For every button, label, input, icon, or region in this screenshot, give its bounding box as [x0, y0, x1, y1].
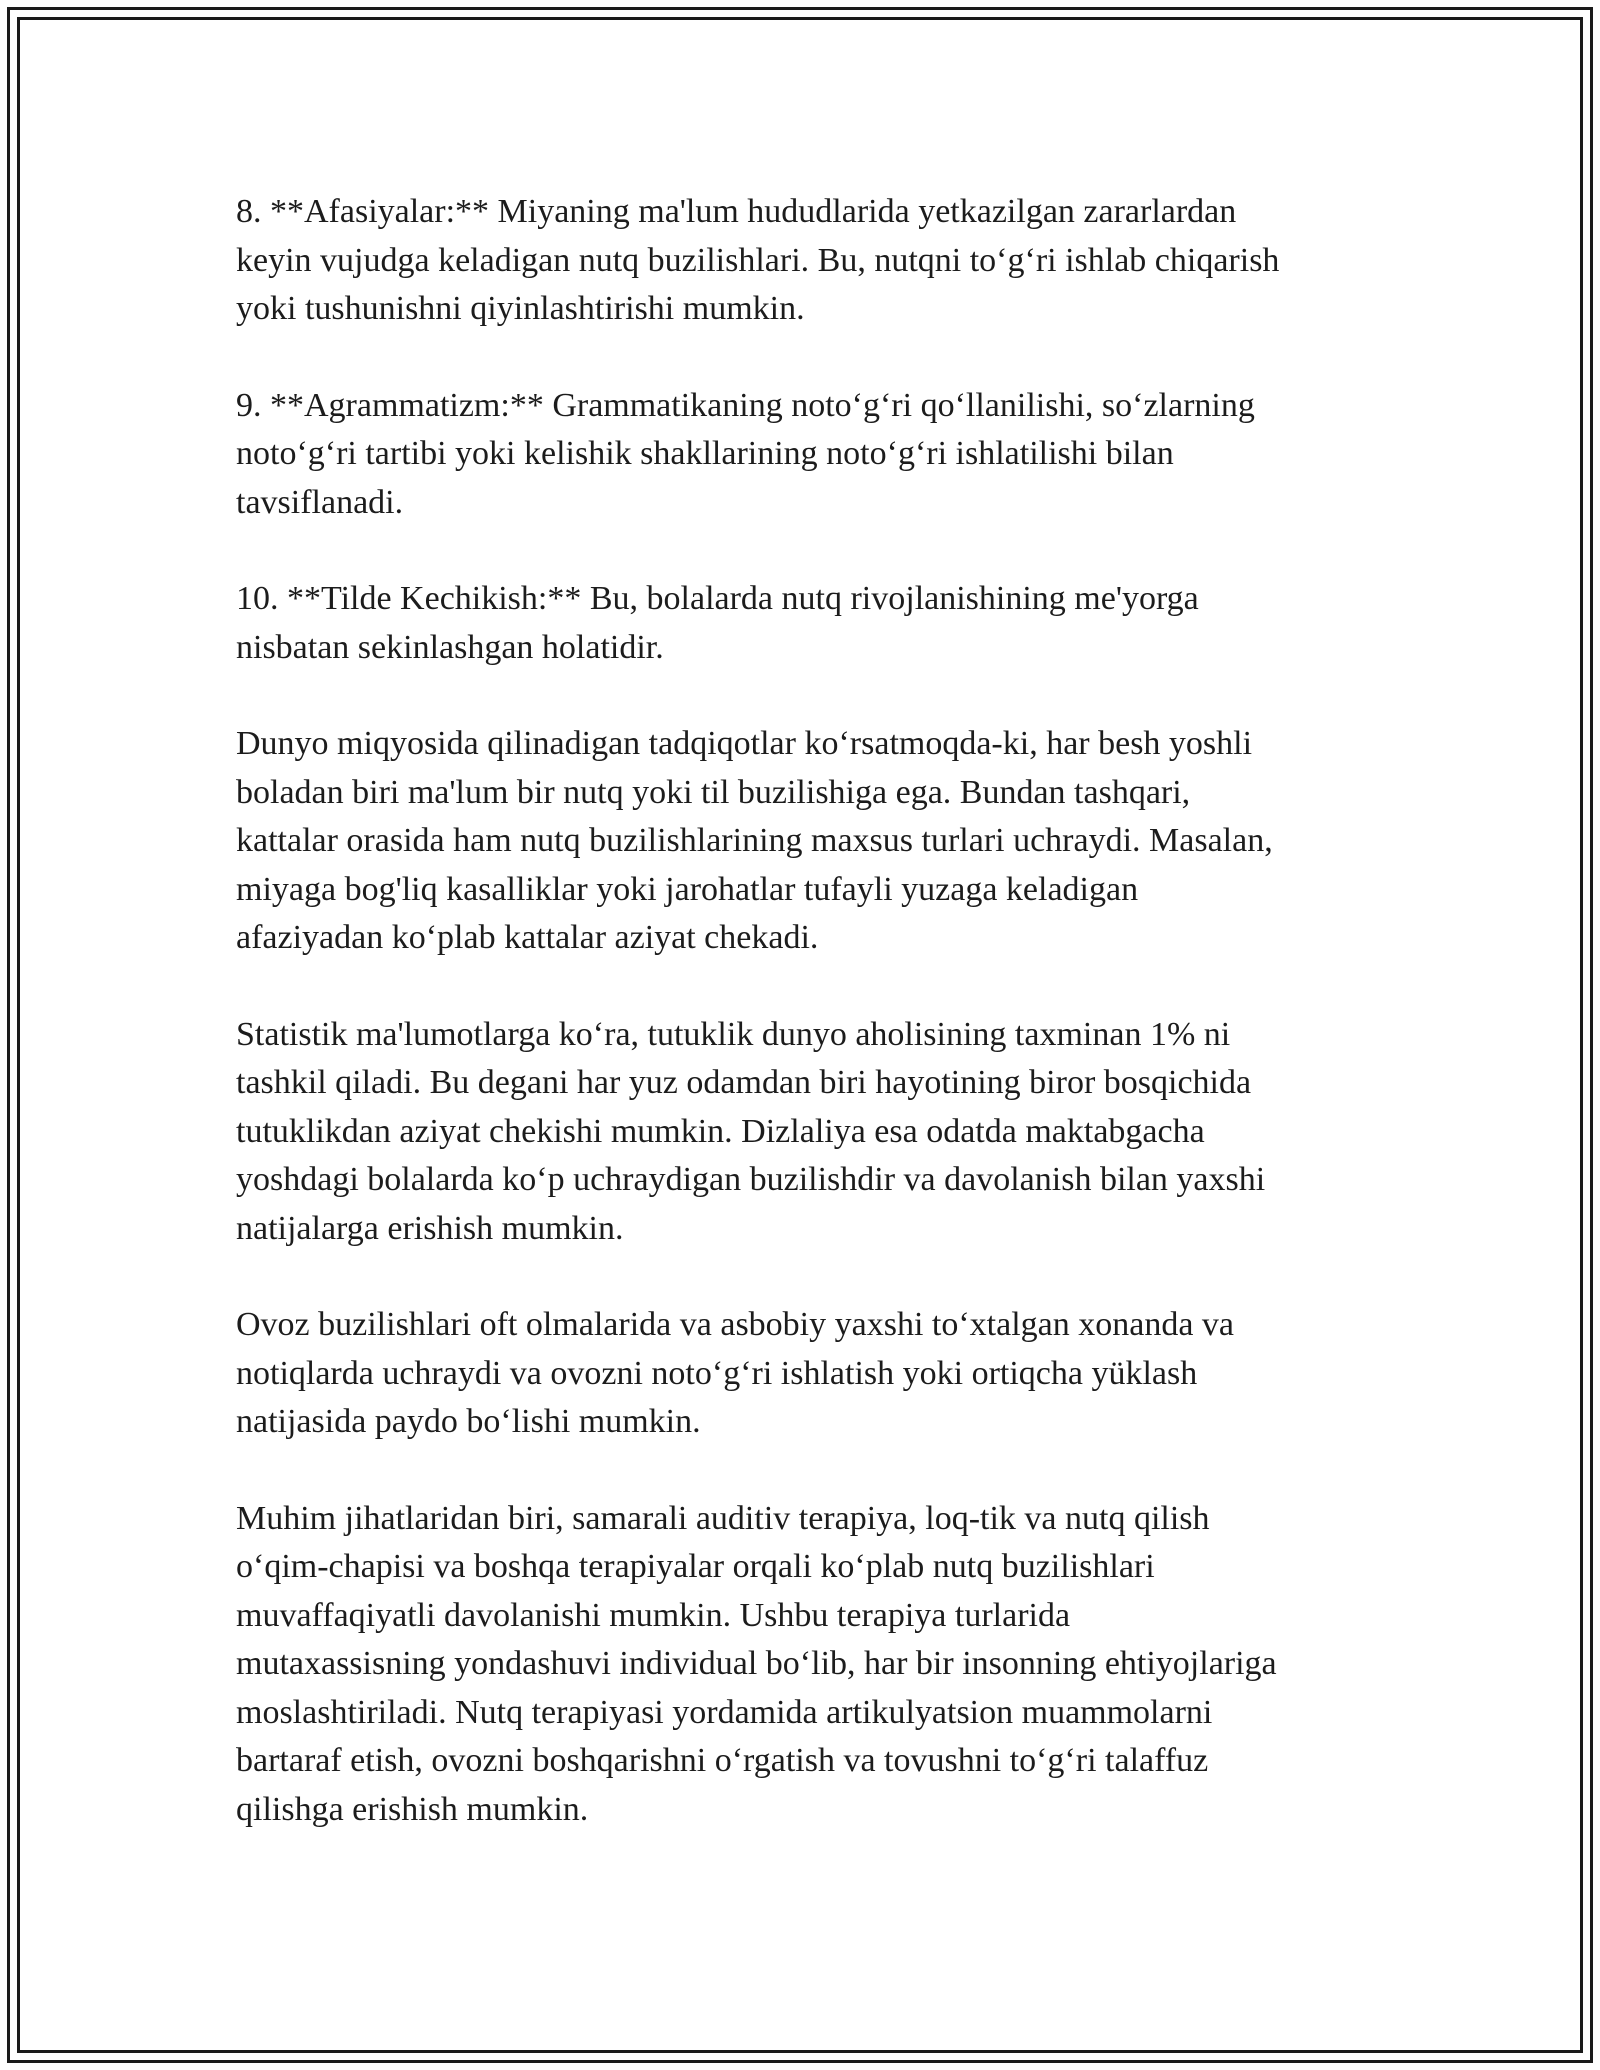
document-body [236, 188, 1376, 1834]
paragraph-tilde-kechikish: 10. **Tilde Kechikish:** Bu, bolalarda nutq rivojlanishining me'yorga nisbatan sekinlashgan holatidir. [236, 580, 1199, 666]
paragraph-agrammatizm: 9. **Agrammatizm:** Grammatikaning noto‘g‘ri qo‘llanilishi, so‘zlarning noto‘g‘ri tartibi yoki kelishik shakllarining noto‘g‘ri ishlatilishi bilan tavsiflanadi. [236, 386, 1255, 521]
paragraph-afasiyalar: 8. **Afasiyalar:** Miyaning ma'lum hududlarida yetkazilgan zararlardan keyin vujudga keladigan nutq buzilishlari. Bu, nutqni to‘g‘ri ishlab chiqarish yoki tushunishni qiyinlashtirishi mumkin. [236, 193, 1280, 327]
paragraph-voice-disorders: Ovoz buzilishlari oft olmalarida va asbobiy yaxshi to‘xtalgan xonanda va notiqlarda uchraydi va ovozni noto‘g‘ri ishlatish yoki ortiqcha yüklash natijasida paydo bo‘lishi mumkin. [236, 1306, 1235, 1440]
paragraph-statistics: Statistik ma'lumotlarga ko‘ra, tutuklik dunyo aholisining taxminan 1% ni tashkil qiladi. Bu degani har yuz odamdan biri hayotining biror bosqichida tutuklikdan aziyat chekishi mumkin. Dizlaliya esa odatda maktabgacha yoshdagi bolalarda ko‘p uchraydigan buzilishdir va davolanish bilan yaxshi natijalarga erishish mumkin. [236, 1015, 1266, 1247]
paragraph-therapy: Muhim jihatlaridan biri, samarali auditiv terapiya, loq-tik va nutq qilish o‘qim-chapisi va boshqa terapiyalar orqali ko‘plab nutq buzilishlari muvaffaqiyatli davolanishi mumkin. Ushbu terapiya turlarida mutaxassisning yondashuvi individual bo‘lib, har bir insonning ehtiyojlariga moslashtiriladi. Nutq terapiyasi yordamida artikulyatsion muammolarni bartaraf etish, ovozni boshqarishni o‘rgatish va tovushni to‘g‘ri talaffuz qilishga erishish mumkin. [236, 1499, 1277, 1828]
paragraph-world-research: Dunyo miqyosida qilinadigan tadqiqotlar ko‘rsatmoqda-ki, har besh yoshli boladan biri ma'lum bir nutq yoki til buzilishiga ega. Bundan tashqari, kattalar orasida ham nutq buzilishlarining maxsus turlari uchraydi. Masalan, miyaga bog'liq kasalliklar yoki jarohatlar tufayli yuzaga keladigan afaziyadan ko‘plab kattalar aziyat chekadi. [236, 725, 1273, 956]
